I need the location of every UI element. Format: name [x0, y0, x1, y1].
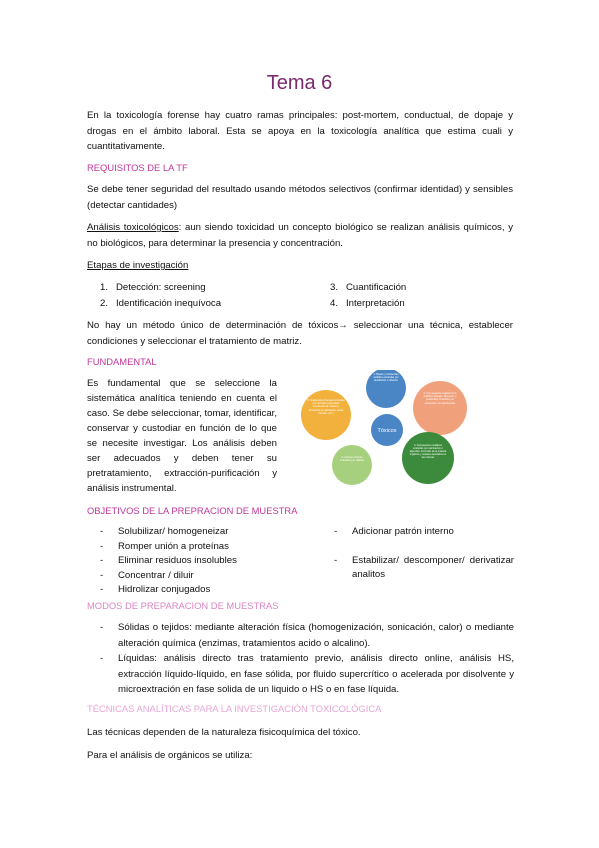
- list-item: 4. Interpretación: [329, 297, 405, 309]
- fundamental-paragraph: Es fundamental que se seleccione la sistemática analítica teniendo en cuenta el caso. Se debe seleccionar, tomar, identificar, conservar y custodiar en función de lo que se necesite investigar. Los análisis deben ser adecuados y deben tener su pretratamiento, extracción-purificación y análisis instrumental.: [87, 378, 277, 494]
- section-heading-requisitos: REQUISITOS DE LA TF: [87, 162, 188, 173]
- list-item: - Estabilizar/ descomponer/ derivatizar analitos: [334, 554, 514, 581]
- section-heading-fundamental: FUNDAMENTAL: [87, 356, 157, 367]
- objetivos-list-left: [100, 525, 310, 598]
- analisis-paragraph: [87, 220, 513, 251]
- list-item: 3. Cuantificación: [329, 282, 407, 293]
- list-item: - Romper unión a proteínas: [100, 540, 229, 552]
- analisis-text: : aun siendo toxicidad un concepto biológico se realizan análisis químicos, y no biológicos, para determinar la presencia y concentración.: [87, 222, 513, 249]
- diagram-center-label: Tóxicos: [377, 428, 397, 434]
- list-item: - Eliminar residuos insolubles: [100, 555, 237, 567]
- list-item: - Sólidas o tejidos: mediante alteración física (homogenización, sonicación, calor) o mediante alteración química (enzimas, tratamientos acido o alcalino).: [100, 622, 514, 649]
- section-heading-objetivos: OBJETIVOS DE LA PREPRACION DE MUESTRA: [87, 505, 298, 516]
- diagram-node-4-text: 4. Aniones tóxicos extraídos por diálisis: [340, 456, 364, 463]
- list-item: 2. Identificación inequívoca: [99, 297, 222, 309]
- page-title: Tema 6: [266, 72, 333, 94]
- etapas-list-right: [320, 280, 406, 311]
- no-metodo-paragraph: No hay un método único de determinación de tóxicos→ seleccionar una técnica, establecer condiciones y seleccionar el tratamiento de matriz.: [87, 320, 513, 347]
- tecnicas-paragraph: Las técnicas dependen de la naturaleza fisicoquímica del tóxico.: [87, 727, 361, 738]
- list-item: - Adicionar patrón interno: [334, 526, 454, 537]
- intro-paragraph: En la toxicología forense hay cuatro ramas principales: post-mortem, conductual, de dopaje y drogas en el ámbito laboral. Esta se apoya en la toxicología analítica que estima cuali y cuantitativamente.: [87, 110, 513, 152]
- analisis-label: Análisis toxicológicos: [87, 222, 179, 233]
- section-heading-tecnicas: TÉCNICAS ANALÍTICAS PARA LA INVESTIGACIÓN TOXICOLÓGICA: [87, 703, 382, 714]
- list-item: - Concentrar / diluir: [100, 569, 194, 581]
- diagram-node-3-text: 3. Compuestos metálicos extraídos por calcinación o digestión. Formado de la materia orgánica y metales asociados en las mismas: [409, 444, 447, 460]
- objetivos-list-right: [334, 525, 514, 583]
- section-heading-modos: MODOS DE PREPARACION DE MUESTRAS: [87, 600, 279, 611]
- diagram-node-1-text: 1. Bases y sustancias volátiles extraídas por destilación o difusión: [373, 373, 399, 383]
- toxicos-cycle-diagram: [290, 370, 510, 488]
- diagram-node-5-text: 5. Sustancias diversas extraídas por técnicas especiales (monóxido de carbono, formación de derivados, ácido fórmico, etc.): [307, 399, 345, 415]
- requisitos-paragraph: Se debe tener seguridad del resultado usando métodos selectivos (confirmar identidad) y sensibles (detectar cantidades): [87, 184, 513, 211]
- list-item: - Hidrolizar conjugados: [100, 584, 211, 596]
- diagram-node-2-text: 2. Compuestos orgánicos no volátiles (drogas, fármacos y pesticidas) extraídos por extracción con disolventes: [423, 392, 457, 405]
- list-item: - Líquidas: análisis directo tras tratamiento previo, análisis directo online, análisis HS, extracción líquido-líquido, en fase sólida, por fluido supercrítico o acelerada por disolvente y microextración en fase solida de un liquido o HS o en fase líquida.: [100, 653, 514, 695]
- etapas-list-left: [90, 280, 221, 311]
- list-item: - Solubilizar/ homogeneizar: [100, 526, 229, 537]
- modos-list: [100, 620, 514, 698]
- list-item: 1. Detección: screening: [99, 282, 206, 293]
- etapas-heading: Etapas de investigación: [87, 260, 189, 271]
- organicos-paragraph: Para el análisis de orgánicos se utiliza:: [87, 750, 253, 761]
